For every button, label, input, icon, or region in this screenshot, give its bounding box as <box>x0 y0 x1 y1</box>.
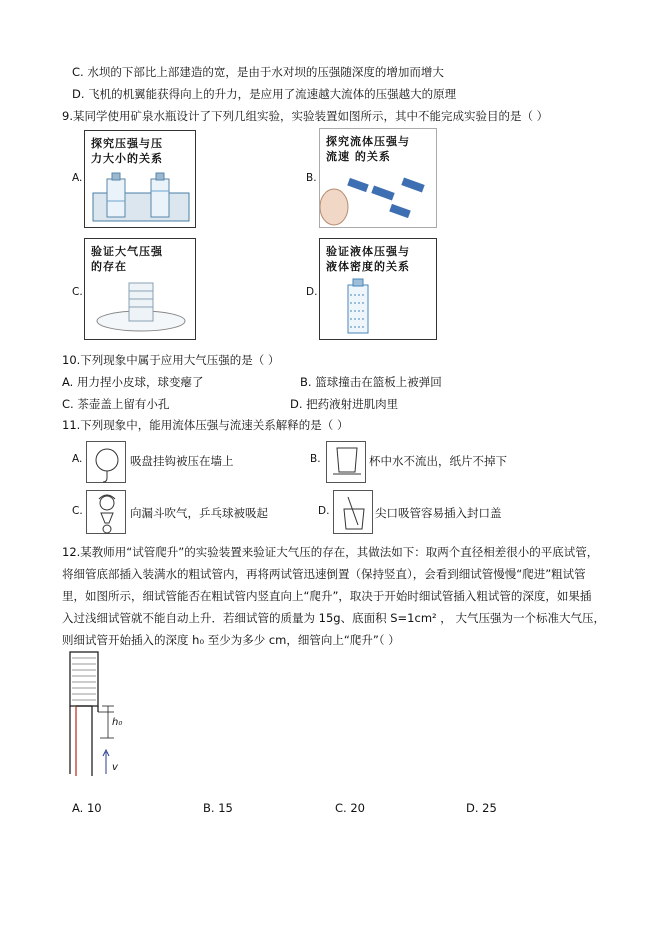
q12-answer-d: D. 25 <box>466 801 497 815</box>
q11-option-a-text: 吸盘挂钩被压在墙上 <box>130 454 234 468</box>
q11-option-d-text: 尖口吸管容易插入封口盖 <box>375 506 502 520</box>
q10-option-b: B. 篮球撞击在篮板上被弹回 <box>300 375 442 389</box>
q9-option-d-letter: D. <box>306 286 318 298</box>
straw-in-cup-icon <box>334 491 374 535</box>
q9-option-d-figure <box>319 238 437 340</box>
q12-stem-line-3: 里，如图所示，细试管能否在粗试管内竖直向上“爬升”，取决于开始时细试管插入粗试管的深度，如果插 <box>62 589 592 603</box>
q8-option-c: C. 水坝的下部比上部建造的宽，是由于水对坝的压强随深度的增加而增大 <box>72 65 444 79</box>
q12-stem-line-2: 将细管底部插入装满水的粗试管内，再将两试管迅速倒置（保持竖直），会看到细试管慢慢“爬进”粗试管 <box>62 567 586 581</box>
q9-option-d-title: 验证液体压强与 液体密度的关系 <box>326 245 410 273</box>
funnel-blowing-icon <box>87 491 127 535</box>
q11-option-a-letter: A. <box>72 453 83 465</box>
q9-option-b-figure <box>319 128 437 228</box>
q9-option-c-figure <box>84 238 196 340</box>
bottle-with-holes-illustration <box>320 239 437 340</box>
q12-stem-line-4: 入过浅细试管就不能自动上升．若细试管的质量为 15g、底面积 S=1cm² ， 大气压强为一个标准大气压， <box>62 611 605 625</box>
q10-option-c: C. 茶壶盖上留有小孔 <box>62 397 170 411</box>
straw-cup-thumbnail <box>333 490 373 534</box>
bottle-in-basin-illustration <box>85 239 196 340</box>
q11-option-b-letter: B. <box>310 453 321 465</box>
q12-answer-a: A. 10 <box>72 801 102 815</box>
q11-stem: 11.下列现象中，能用流体压强与流速关系解释的是（ ） <box>62 418 349 432</box>
q10-option-d: D. 把药液射进肌肉里 <box>290 397 399 411</box>
suction-hook-thumbnail <box>86 441 126 483</box>
two-bottles-in-sponge-illustration <box>85 131 196 228</box>
q9-option-b-title: 探究流体压强与 流速 的关系 <box>326 135 410 163</box>
q12-stem-line-1: 12.某教师用“试管爬升”的实验装置来验证大气压的存在，其做法如下：取两个直径相差很小的平底试管， <box>62 545 599 559</box>
q12-answer-b: B. 15 <box>203 801 233 815</box>
q11-option-c-text: 向漏斗吹气，乒乓球被吸起 <box>130 506 268 520</box>
velocity-label: v <box>112 762 118 773</box>
q9-option-b-letter: B. <box>306 172 317 184</box>
q12-stem-line-5: 则细试管开始插入的深度 h₀ 至少为多少 cm，细管向上“爬升”（ ） <box>62 633 400 647</box>
q9-option-a-letter: A. <box>72 172 83 184</box>
funnel-ball-thumbnail <box>86 490 126 534</box>
q9-option-a-title: 探究压强与压 力大小的关系 <box>91 137 163 165</box>
q11-option-b-text: 杯中水不流出，纸片不掉下 <box>369 454 507 468</box>
q9-option-c-letter: C. <box>72 286 83 298</box>
q12-answer-c: C. 20 <box>335 801 365 815</box>
q11-option-d-letter: D. <box>318 505 330 517</box>
q11-option-c-letter: C. <box>72 505 83 517</box>
q9-stem: 9.某同学使用矿泉水瓶设计了下列几组实验，实验装置如图所示，其中不能完成实验目的是（ ） <box>62 109 549 123</box>
q10-stem: 10.下列现象中属于应用大气压强的是（ ） <box>62 353 280 367</box>
inverted-cup-icon <box>327 442 367 484</box>
cup-paper-thumbnail <box>326 441 366 483</box>
suction-hook-icon <box>87 442 127 484</box>
q9-option-a-figure <box>84 130 196 228</box>
h0-label: h₀ <box>112 717 123 728</box>
blowing-between-bottles-illustration <box>320 129 437 228</box>
q9-option-c-title: 验证大气压强 的存在 <box>91 245 163 273</box>
q8-option-d: D. 飞机的机翼能获得向上的升力，是应用了流速越大流体的压强越大的原理 <box>72 87 457 101</box>
q10-option-a: A. 用力捏小皮球，球变瘪了 <box>62 375 204 389</box>
